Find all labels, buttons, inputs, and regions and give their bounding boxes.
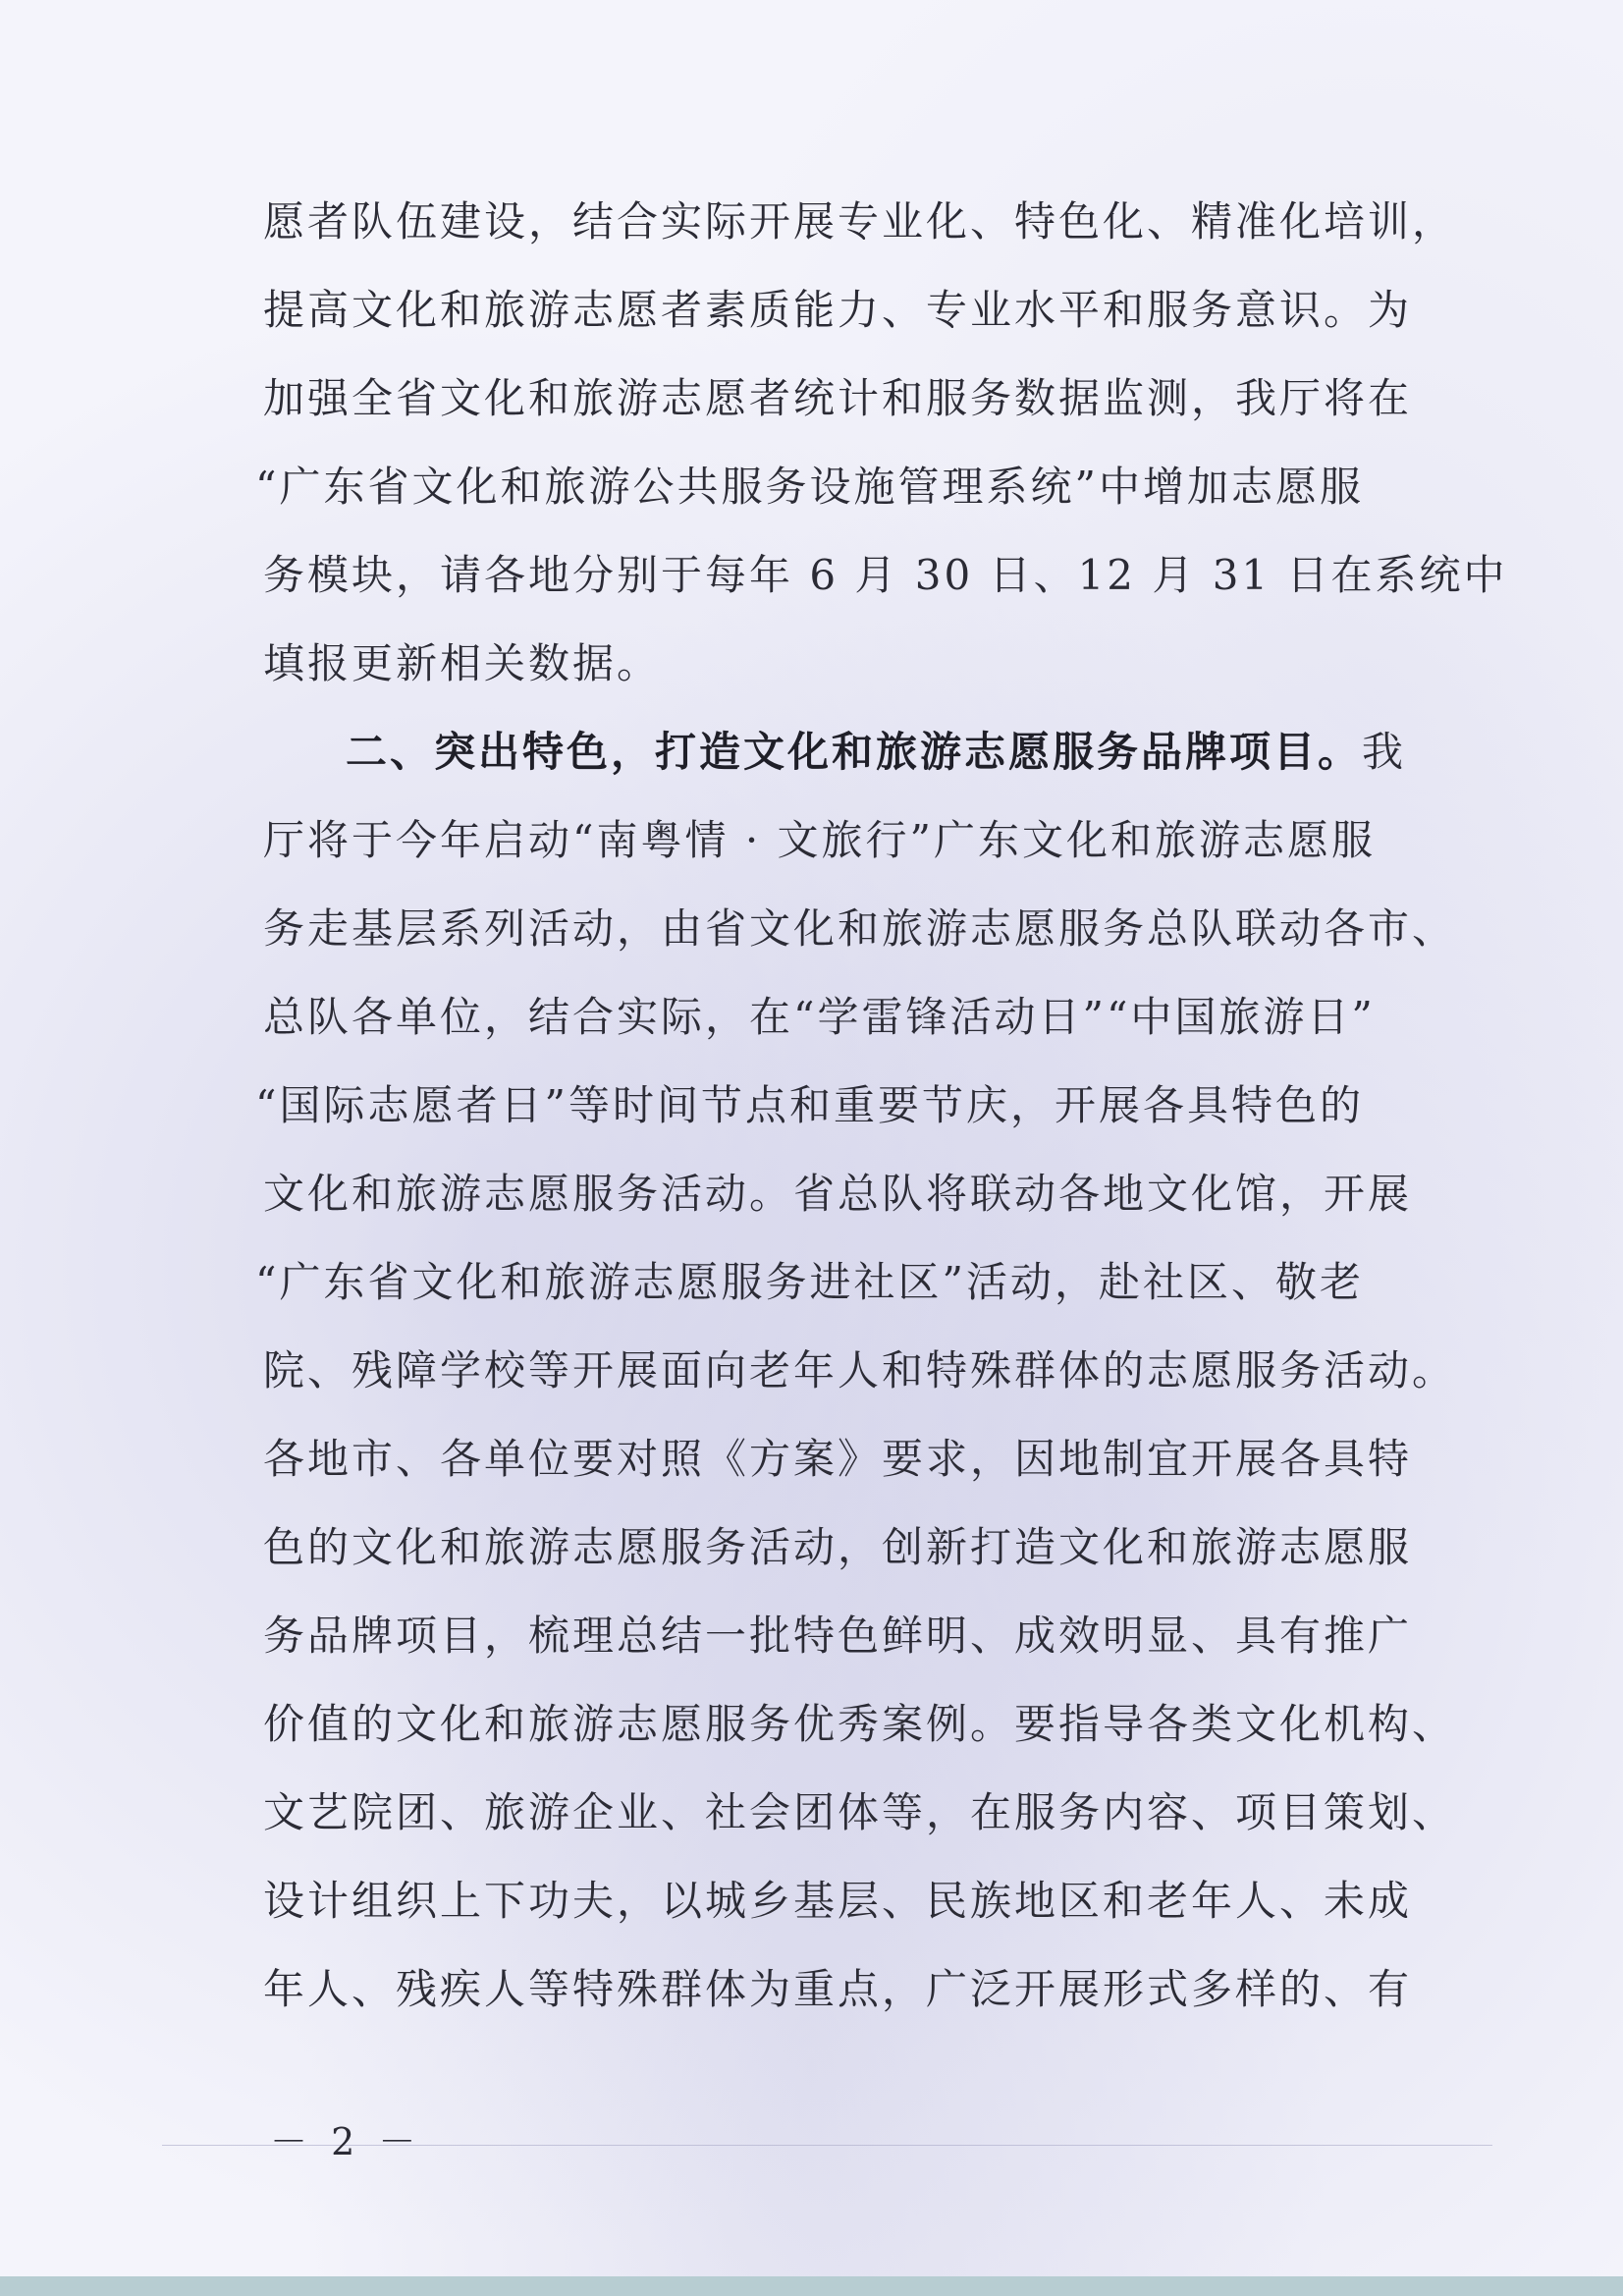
heading-trailing-text: 我 <box>1362 728 1407 776</box>
text-line: 务走基层系列活动，由省文化和旅游志愿服务总队联动各市、 <box>263 904 1457 953</box>
text-line: 厅将于今年启动“南粤情 · 文旅行”广东文化和旅游志愿服 <box>263 816 1376 864</box>
text-line: “国际志愿者日”等时间节点和重要节庆，开展各具特色的 <box>255 1081 1364 1129</box>
text-line: 提高文化和旅游志愿者素质能力、专业水平和服务意识。为 <box>263 286 1413 334</box>
text-line: 各地市、各单位要对照《方案》要求，因地制宜开展各具特 <box>263 1435 1413 1483</box>
text-line: 院、残障学校等开展面向老年人和特殊群体的志愿服务活动。 <box>263 1346 1457 1394</box>
text-line: 务模块，请各地分别于每年 6 月 30 日、12 月 31 日在系统中 <box>263 551 1508 599</box>
text-line: 价值的文化和旅游志愿服务优秀案例。要指导各类文化机构、 <box>263 1700 1457 1748</box>
scan-bottom-edge <box>0 2276 1623 2296</box>
text-line: 年人、残疾人等特殊群体为重点，广泛开展形式多样的、有 <box>263 1965 1413 2013</box>
text-line: “广东省文化和旅游志愿服务进社区”活动，赴社区、敬老 <box>255 1258 1364 1306</box>
text-line: 色的文化和旅游志愿服务活动，创新打造文化和旅游志愿服 <box>263 1523 1413 1571</box>
text-line: “广东省文化和旅游公共服务设施管理系统”中增加志愿服 <box>255 463 1364 511</box>
section-heading: 二、突出特色，打造文化和旅游志愿服务品牌项目。 <box>346 728 1363 776</box>
section-heading-line <box>263 717 1407 805</box>
page-number: － 2 － <box>270 2120 422 2163</box>
text-line: 设计组织上下功夫，以城乡基层、民族地区和老年人、未成 <box>263 1877 1413 1925</box>
text-line: 填报更新相关数据。 <box>263 639 662 687</box>
text-line: 总队各单位，结合实际，在“学雷锋活动日”“中国旅游日” <box>263 993 1376 1041</box>
text-line: 加强全省文化和旅游志愿者统计和服务数据监测，我厅将在 <box>263 374 1413 422</box>
text-line: 愿者队伍建设，结合实际开展专业化、特色化、精准化培训， <box>263 197 1457 246</box>
document-body <box>255 187 1508 2043</box>
text-line: 务品牌项目，梳理总结一批特色鲜明、成效明显、具有推广 <box>263 1612 1413 1660</box>
text-line: 文化和旅游志愿服务活动。省总队将联动各地文化馆，开展 <box>263 1170 1413 1218</box>
text-line: 文艺院团、旅游企业、社会团体等，在服务内容、项目策划、 <box>263 1788 1457 1836</box>
